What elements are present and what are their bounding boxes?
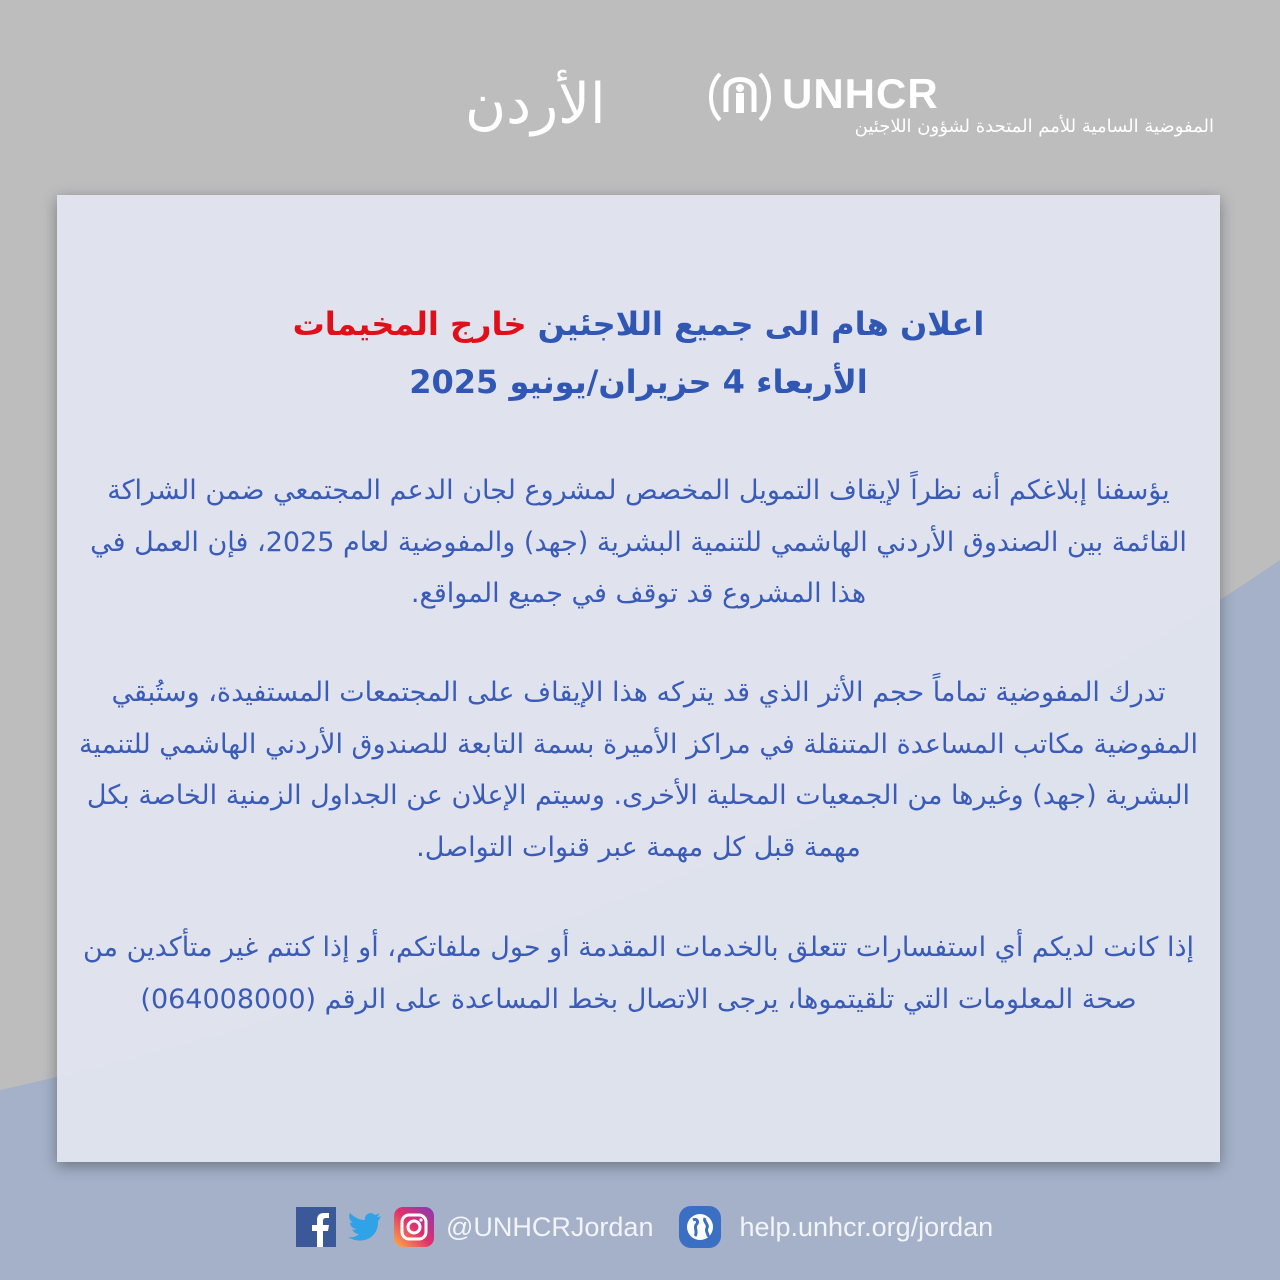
unhcr-logo xyxy=(706,68,1226,148)
title-highlight: خارج المخيمات xyxy=(292,305,527,343)
globe-icon[interactable] xyxy=(679,1206,721,1248)
twitter-icon[interactable] xyxy=(348,1212,382,1242)
facebook-icon[interactable] xyxy=(296,1207,336,1247)
footer xyxy=(296,1205,993,1249)
title-text: اعلان هام الى جميع اللاجئين xyxy=(537,305,985,343)
paragraph-2: تدرك المفوضية تماماً حجم الأثر الذي قد يتركه هذا الإيقاف على المجتمعات المستفيدة، وستُبقي المفوضية مكاتب المساعدة المتنقلة في مراكز الأميرة بسمة التابعة للصندوق الأردني الهاشمي للتنمية البشرية (جهد) وغيرها من الجمعيات المحلية الأخرى. وسيتم الإعلان عن الجداول الزمنية الخاصة بكل مهمة قبل كل مهمة عبر قنوات التواصل. xyxy=(79,677,1198,863)
unhcr-emblem-icon xyxy=(706,68,774,128)
announcement-date: الأربعاء 4 حزيران/يونيو 2025 xyxy=(409,363,868,401)
country-label: الأردن xyxy=(465,72,606,137)
announcement-card xyxy=(57,195,1220,1162)
logo-name: UNHCR xyxy=(782,70,939,117)
website-link[interactable]: help.unhcr.org/jordan xyxy=(739,1211,994,1242)
instagram-icon[interactable] xyxy=(394,1207,434,1247)
announcement-title xyxy=(57,295,1220,411)
social-handle-link[interactable]: @UNHCRJordan xyxy=(446,1211,654,1242)
logo-subtitle: المفوضية السامية للأمم المتحدة لشؤون اللاجئين xyxy=(854,116,1214,137)
paragraph-1: يؤسفنا إبلاغكم أنه نظراً لإيقاف التمويل المخصص لمشروع لجان الدعم المجتمعي ضمن الشراكة القائمة بين الصندوق الأردني الهاشمي للتنمية البشرية (جهد) والمفوضية لعام 2025، فإن العمل في هذا المشروع قد توقف في جميع المواقع. xyxy=(90,475,1187,609)
paragraph-3: إذا كانت لديكم أي استفسارات تتعلق بالخدمات المقدمة أو حول ملفاتكم، أو إذا كنتم غير متأكدين من صحة المعلومات التي تلقيتموها، يرجى الاتصال بخط المساعدة على الرقم (064008000) xyxy=(83,932,1194,1015)
